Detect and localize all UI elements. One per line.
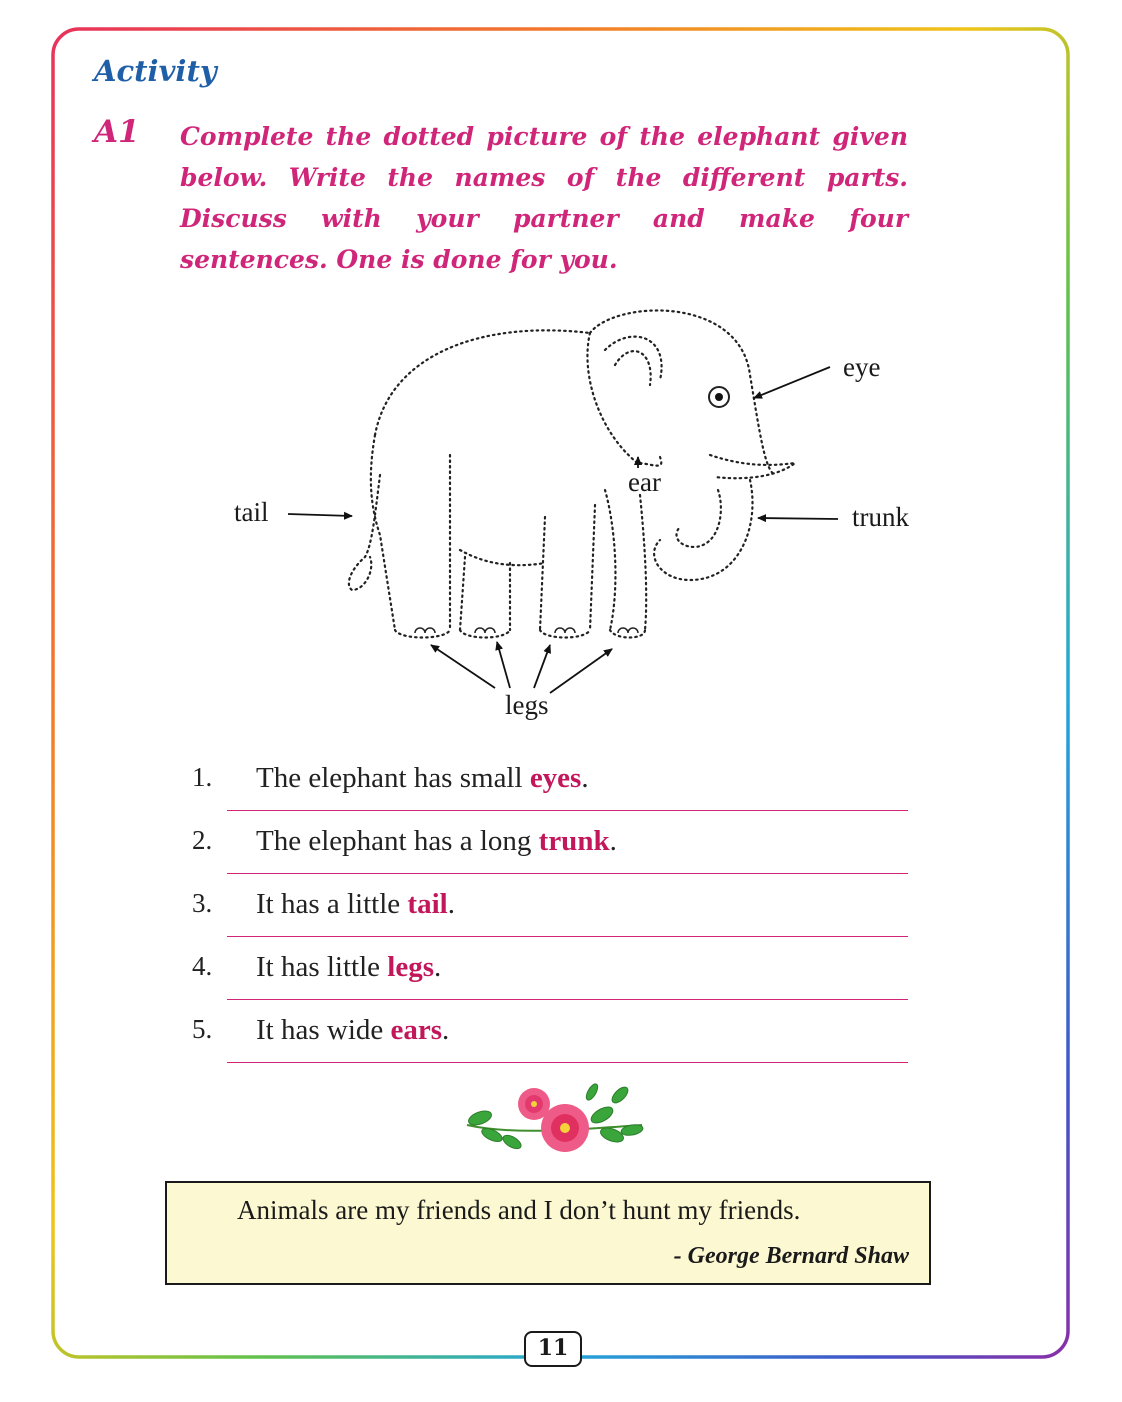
question-number: A1 [94,114,140,150]
sentence-text-before: The elephant has a long [256,825,539,857]
sentence-item [192,951,908,1014]
sentence-text-before: It has a little [256,888,408,920]
sentence-text-after: . [447,888,455,920]
sentence-highlight: tail [407,888,448,920]
sentence-text [256,1014,449,1047]
sentence-highlight: trunk [538,825,610,857]
quote-text: Animals are my friends and I don’t hunt my friends. [237,1195,801,1225]
sentence-highlight: legs [387,951,434,983]
quote-author: - George Bernard Shaw [673,1243,909,1269]
sentence-number: 4. [192,951,213,981]
sentence-number: 2. [192,825,213,855]
writing-line [227,1062,908,1063]
sentence-text-after: . [609,825,617,857]
sentence-item [192,825,908,888]
sentence-highlight: eyes [529,762,582,794]
sentence-list [192,762,908,1077]
sentence-text [256,951,441,984]
quote-box [165,1181,931,1285]
sentence-number: 5. [192,1014,213,1044]
label-legs: legs [505,690,549,720]
label-eye: eye [843,352,881,382]
sentence-text-after: . [442,1014,450,1046]
writing-line [227,873,908,874]
sentence-item [192,1014,908,1077]
dotted-elephant-illustration [220,295,940,735]
sentence-text-before: It has little [256,951,388,983]
writing-line [227,936,908,937]
question-instruction: Complete the dotted picture of the elephant given below. Write the names of the different parts. Discuss with your partner and make four sentences. One is done for you. [180,122,908,274]
sentence-text [256,762,589,795]
flower-ornament-icon [462,1080,648,1160]
sentence-text-before: It has wide [256,1014,391,1046]
activity-heading: Activity [94,54,217,88]
sentence-number: 1. [192,762,213,792]
writing-line [227,810,908,811]
label-ear: ear [628,467,661,497]
label-tail: tail [234,497,269,527]
sentence-text [256,888,455,921]
writing-line [227,999,908,1000]
sentence-text-after: . [581,762,589,794]
sentence-text-before: The elephant has small [256,762,530,794]
sentence-text [256,825,617,858]
sentence-item [192,888,908,951]
label-trunk: trunk [852,502,909,532]
page-number: 11 [524,1331,582,1367]
sentence-highlight: ears [390,1014,443,1046]
sentence-text-after: . [434,951,442,983]
sentence-number: 3. [192,888,213,918]
sentence-item [192,762,908,825]
